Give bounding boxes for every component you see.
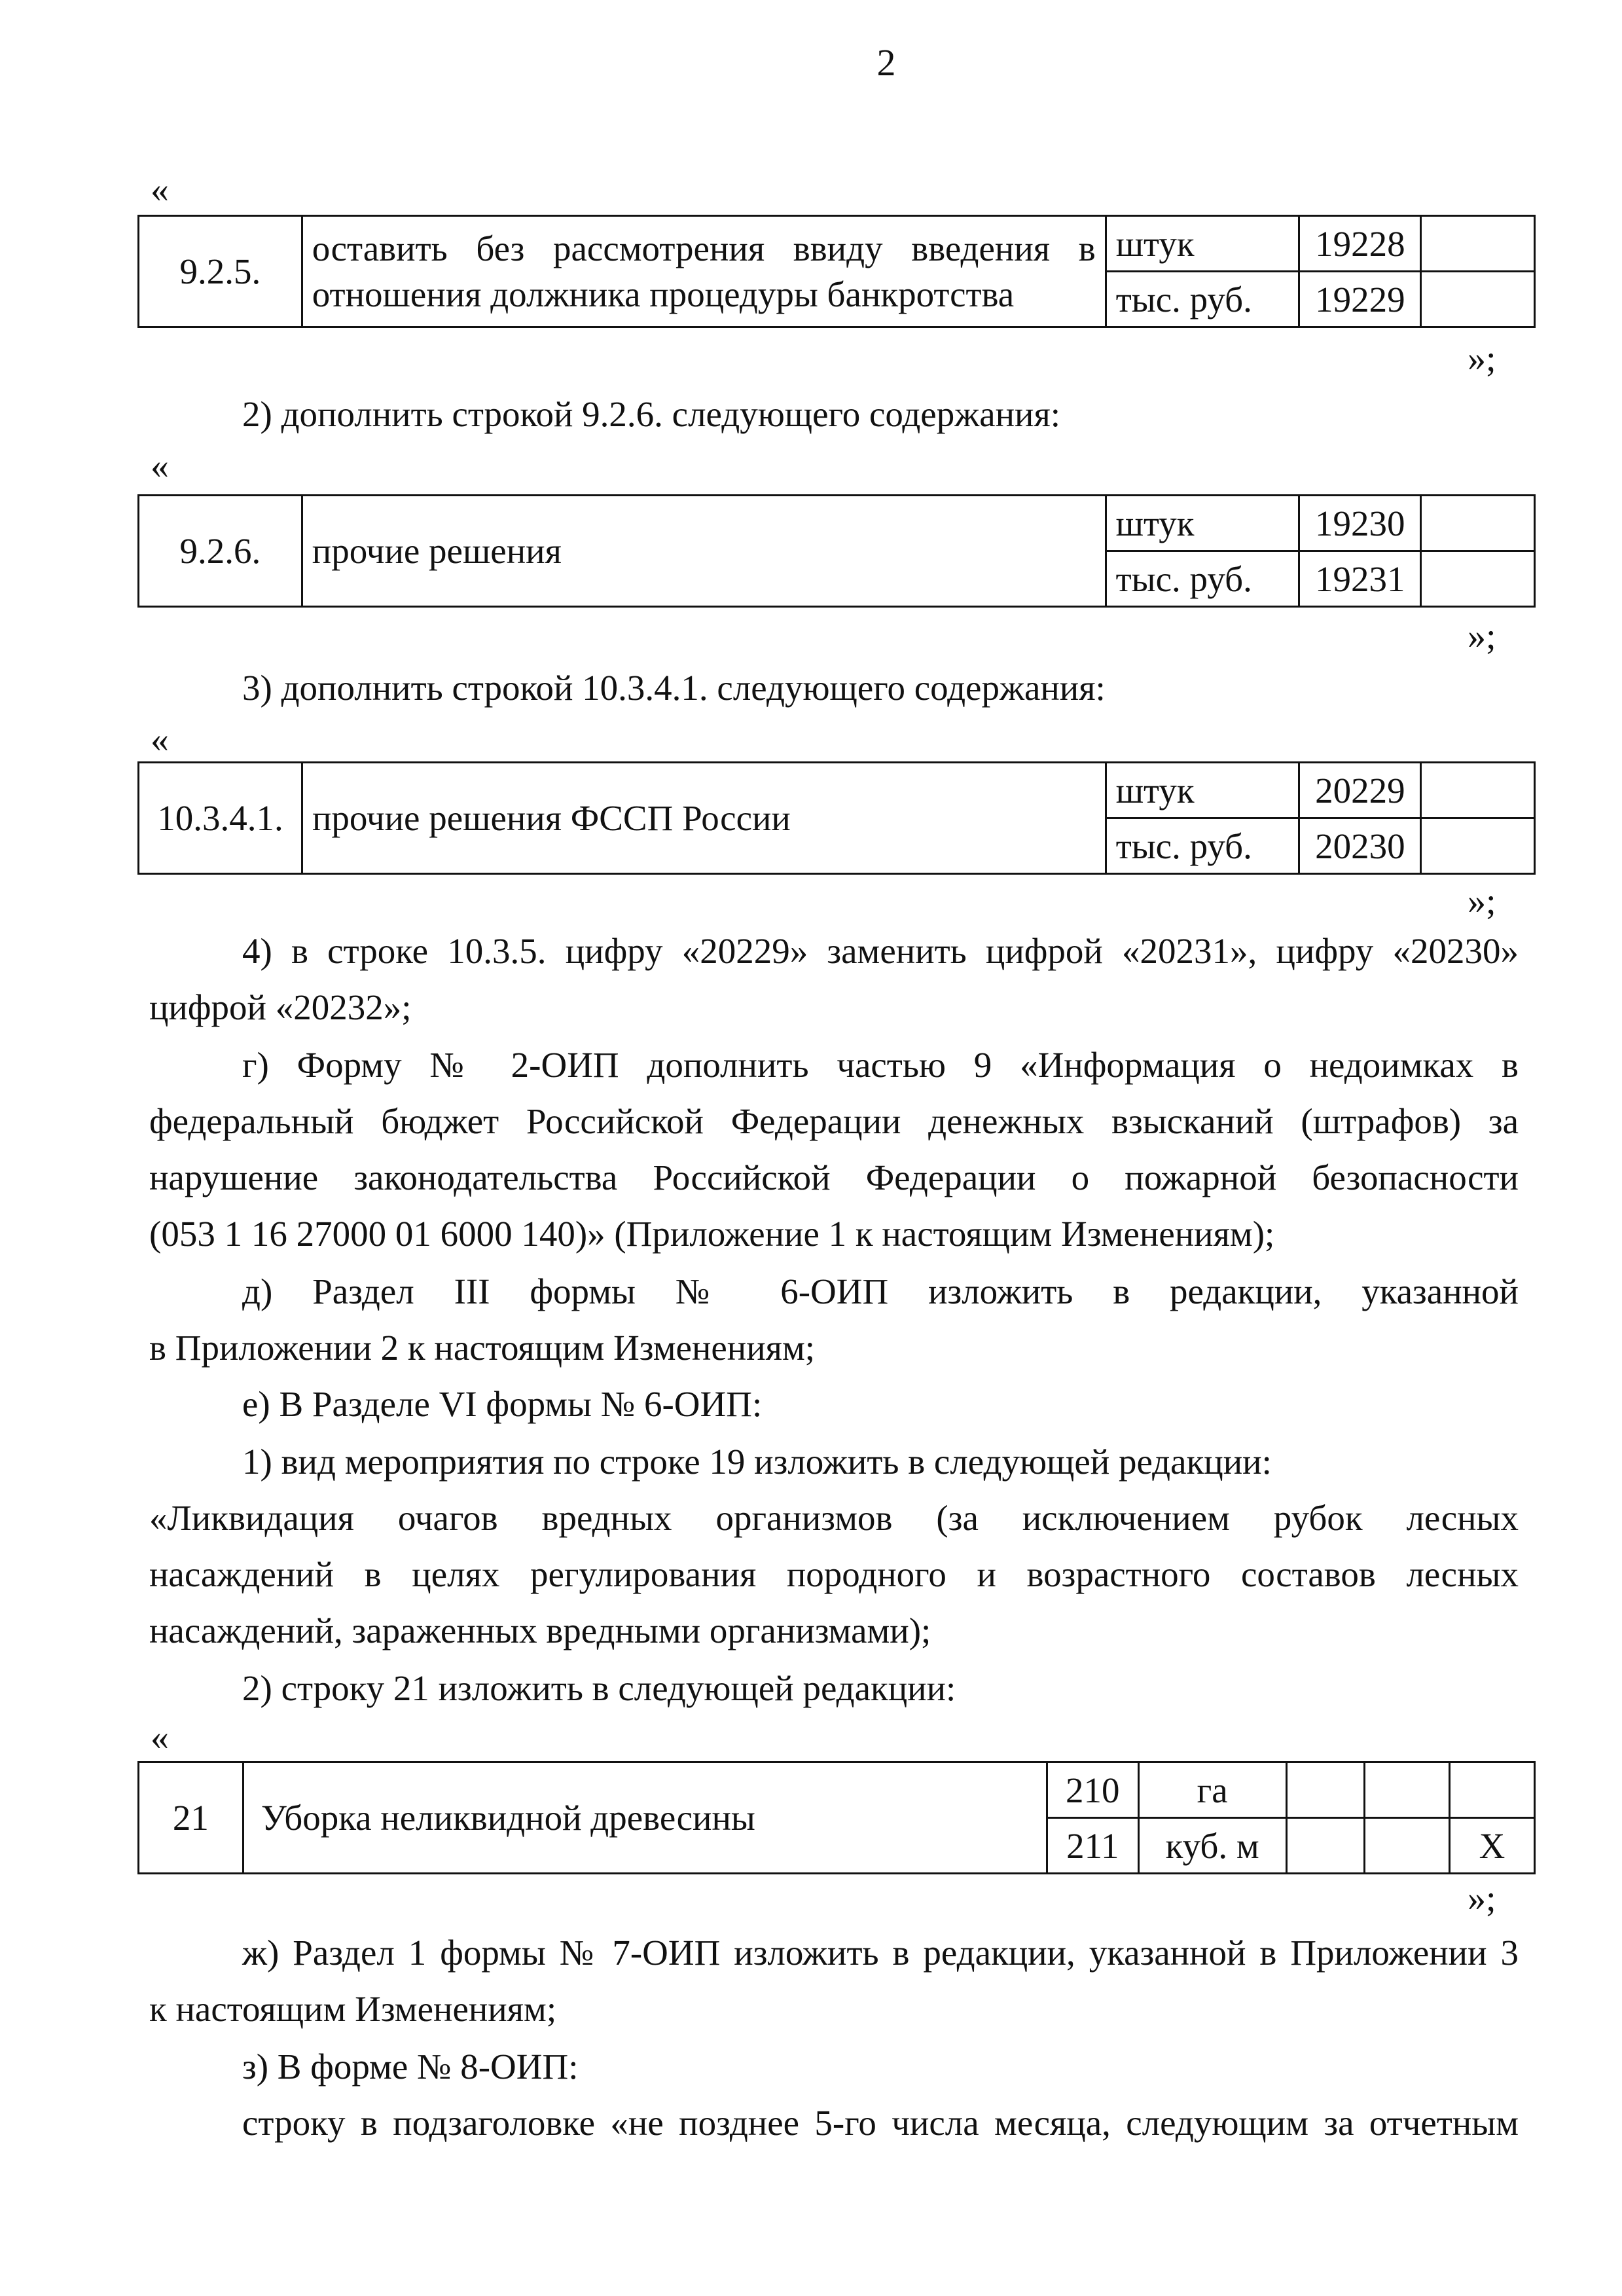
table-row-21	[137, 1761, 1536, 1874]
close-quote: »;	[1468, 881, 1496, 922]
unit-cell: штук	[1106, 496, 1299, 551]
open-quote: «	[151, 446, 169, 486]
table-row	[139, 763, 1535, 818]
page-number: 2	[876, 41, 896, 84]
row-code: 21	[139, 1762, 243, 1874]
line-number-cell: 210	[1047, 1762, 1138, 1818]
paragraph-line: в Приложении 2 к настоящим Изменениям;	[149, 1328, 816, 1368]
open-quote: «	[151, 720, 169, 760]
row-description: прочие решения	[302, 496, 1106, 607]
row-description	[302, 216, 1106, 327]
line-number-cell: 19228	[1299, 216, 1421, 272]
paragraph-line: насаждений в целях регулирования породного и возрастного составов лесных	[149, 1554, 1519, 1594]
paragraph-line: 4) в строке 10.3.5. цифру «20229» заменить цифрой «20231», цифру «20230»	[242, 931, 1519, 971]
close-quote: »;	[1468, 616, 1496, 657]
paragraph-line: к настоящим Изменениям;	[149, 1989, 557, 2029]
line-number-cell: 20230	[1299, 818, 1421, 874]
paragraph-line: насаждений, зараженных вредными организмами);	[149, 1611, 931, 1650]
description-line: оставить без рассмотрения ввиду введения в	[312, 228, 1096, 268]
paragraph-line: д) Раздел III формы № 6-ОИП изложить в редакции, указанной	[242, 1271, 1519, 1311]
paragraph: 2) строку 21 изложить в следующей редакции:	[242, 1668, 956, 1708]
value-cell	[1286, 1762, 1365, 1818]
row-code: 10.3.4.1.	[139, 763, 302, 874]
table-row	[139, 216, 1535, 272]
line-number-cell: 19231	[1299, 551, 1421, 607]
line-number-cell: 19229	[1299, 272, 1421, 327]
description-line: отношения должника процедуры банкротства	[312, 274, 1015, 314]
paragraph-line: г) Форму № 2-ОИП дополнить частью 9 «Информация о недоимках в	[242, 1045, 1519, 1085]
value-cell	[1365, 1818, 1450, 1874]
paragraph-line: «Ликвидация очагов вредных организмов (за исключением рубок лесных	[149, 1498, 1519, 1538]
table-row	[139, 496, 1535, 551]
unit-cell: га	[1138, 1762, 1286, 1818]
value-cell	[1421, 551, 1535, 607]
paragraph: е) В Разделе VI формы № 6-ОИП:	[242, 1384, 763, 1424]
paragraph-line: строку в подзаголовке «не позднее 5-го числа месяца, следующим за отчетным	[242, 2103, 1519, 2143]
table-9-2-6	[137, 494, 1536, 608]
row-description: прочие решения ФССП России	[302, 763, 1106, 874]
line-number-cell: 19230	[1299, 496, 1421, 551]
value-cell	[1421, 496, 1535, 551]
row-code: 9.2.6.	[139, 496, 302, 607]
table-9-2-5	[137, 215, 1536, 328]
close-quote: »;	[1468, 338, 1496, 379]
unit-cell: штук	[1106, 763, 1299, 818]
table-row	[139, 1762, 1535, 1818]
paragraph: 3) дополнить строкой 10.3.4.1. следующего содержания:	[242, 668, 1106, 708]
paragraph: з) В форме № 8-ОИП:	[242, 2047, 579, 2086]
open-quote: «	[151, 170, 169, 210]
open-quote: «	[151, 1717, 169, 1758]
unit-cell: тыс. руб.	[1106, 818, 1299, 874]
unit-cell: тыс. руб.	[1106, 551, 1299, 607]
value-cell	[1421, 818, 1535, 874]
cross-mark-cell: X	[1450, 1818, 1535, 1874]
line-number-cell: 20229	[1299, 763, 1421, 818]
unit-cell: штук	[1106, 216, 1299, 272]
row-code: 9.2.5.	[139, 216, 302, 327]
paragraph: 2) дополнить строкой 9.2.6. следующего содержания:	[242, 394, 1061, 434]
row-description: Уборка неликвидной древесины	[243, 1762, 1047, 1874]
value-cell	[1286, 1818, 1365, 1874]
table-10-3-4-1	[137, 761, 1536, 875]
paragraph-line: цифрой «20232»;	[149, 987, 412, 1027]
paragraph-line: ж) Раздел 1 формы № 7-ОИП изложить в редакции, указанной в Приложении 3	[242, 1933, 1519, 1973]
value-cell	[1421, 272, 1535, 327]
value-cell	[1421, 216, 1535, 272]
paragraph: 1) вид мероприятия по строке 19 изложить в следующей редакции:	[242, 1442, 1272, 1482]
value-cell	[1421, 763, 1535, 818]
paragraph-line: (053 1 16 27000 01 6000 140)» (Приложение 1 к настоящим Изменениям);	[149, 1214, 1275, 1254]
value-cell	[1450, 1762, 1535, 1818]
unit-cell: куб. м	[1138, 1818, 1286, 1874]
unit-cell: тыс. руб.	[1106, 272, 1299, 327]
close-quote: »;	[1468, 1878, 1496, 1919]
paragraph-line: нарушение законодательства Российской Федерации о пожарной безопасности	[149, 1157, 1519, 1197]
paragraph-line: федеральный бюджет Российской Федерации денежных взысканий (штрафов) за	[149, 1101, 1519, 1141]
value-cell	[1365, 1762, 1450, 1818]
line-number-cell: 211	[1047, 1818, 1138, 1874]
